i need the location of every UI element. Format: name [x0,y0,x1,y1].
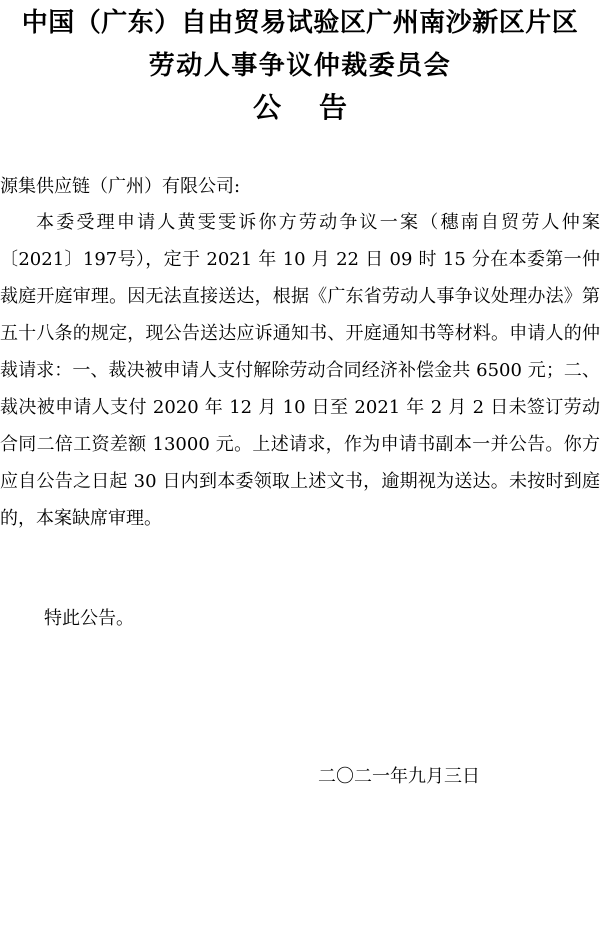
document-type-title: 公告 [252,91,385,124]
addressee: 源集供应链（广州）有限公司: [0,176,241,197]
issue-date: 二〇二一年九月三日 [318,766,480,787]
closing-phrase: 特此公告。 [44,608,134,629]
notice-body: 本委受理申请人黄雯雯诉你方劳动争议一案（穗南自贸劳人仲案〔2021〕197号），定于 2021 年 10 月 22 日 09 时 15 分在本委第一仲裁庭开庭审理。因无法直接送达，根据《广东省劳动人事争议处理办法》第五十八条的规定，现公告送达应诉通知书、开庭通知书等材料。申请人的仲裁请求：一、裁决被申请人支付解除劳动合同经济补偿金共 6500 元；二、裁决被申请人支付 2020 年 12 月 10 日至 2021 年 2 月 2 日未签订劳动合同二倍工资差额 13000 元。上述请求，作为申请书副本一并公告。你方应自公告之日起 30 日内到本委领取上述文书，逾期视为送达。未按时到庭的，本案缺席审理。 [0,212,600,529]
issuer-title-line1: 中国（广东）自由贸易试验区广州南沙新区片区 [21,8,579,38]
issuer-title-line2: 劳动人事争议仲裁委员会 [148,51,452,81]
